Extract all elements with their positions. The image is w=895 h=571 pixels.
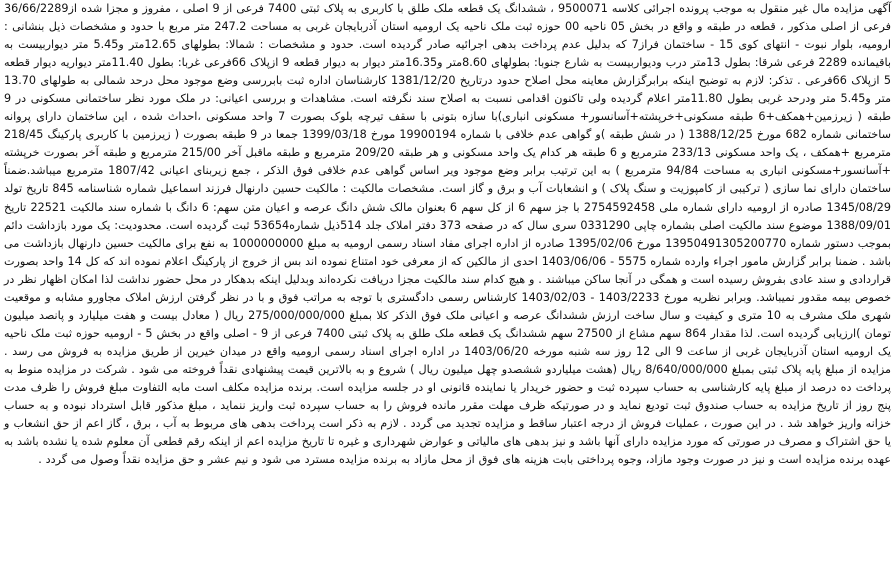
auction-notice: [4, 0, 891, 571]
auction-notice-text: آگهی مزایده مال غیر منقول به موجب پرونده اجرائی کلاسه 9500071 ، ششدانگ یک قطعه ملک طلق با کاربری به پلاک ثبتی 7400 فرعی از 9 اصلی ، مفروز و مجزا شده از36/66/2289 فرعی از اصلی مذکور ، قطعه در طبقه و واقع در بخش 05 ناحیه 00 حوزه ثبت ملک ناحیه یک ارومیه استان آذربایجان غربی به مساحت 247.2 متر مربع با حدود و مشخصات ذیل بنشانی : ارومیه، بلوار نبوت - انتهای کوی 15 - ساختمان فراز7 که بدلیل عدم پرداخت بدهی اجرائیه صادر گردیده است. حدود و مشخصات : شمالا: بطولهای 12.65متر و5.45 متر دیواربیست به باقیمانده 2289 فرعی شرقا: بطول 13متر درب ودیواربیست به شارع جنوبا: بطولهای 8.60متر و16.35متر دیوار به دیوار قطعه 9 ازپلاک 66فرعی غربا: بطول 11.40متر دیواریه دیوار قطعه 5 ازپلاک 66فرعی . تذکر: لازم به توضیح اینکه برابرگزارش معاینه محل اصلاح حدود درتاریخ 1381/12/20 کارشناسان اداره ثبت بابررسی وضع موجود محل درحد شمالی به طولهای 13.70 متر و5.45 متر ودرحد غربی بطول 11.80متر اعلام گردیده ولی تاکنون اقدامی نسبت به اصلاح سند نگرفته است. مشاهدات و بررسی اعیانی: در ملک مورد نظر ساختمانی مسکونی در 9 طبقه ( زیرزمین+همکف+6 طبقه مسکونی+خرپشته+آسانسور+ مسکونی انباری)با سازه بتونی با سقف تیرچه بلوک بصورت 7 واحد مسکونی ،احداث شده ، این ساختمان دارای پروانه ساختمانی شماره 682 مورخ 1388/12/25 ( در شش طبقه )و گواهی عدم خلافی با شماره 19900194 مورخ 1399/03/18 جمعا در 9 طبقه بصورت ( زیرزمین با کاربری پارکینگ 218/45 مترمربع +همکف ، یک واحد مسکونی 233/13 مترمربع و 6 طبقه هر کدام یک واحد مسکونی و هر طبقه 209/20 مترمربع و طبقه ماقبل آخر 215/00 مترمربع و طبقه آخر بصورت خرپشته +آسانسور+مسکونی انباری به مساحت 94/84 مترمربع ) به این ترتیب برابر وضع موجود ویر اساس گواهی عدم خلافی فوق الذکر ، جمع زیربنای اعیانی 1807/42 مترمربع میباشد.ضمناً ساختمان دارای نما سازی ( ترکیبی از کامپوزیت و سنگ پلاک ) و انشعابات آب و برق و گاز است. مشخصات مالکیت : مالکیت حسین دارنهال فرزند اسماعیل شماره شناسنامه 845 تاریخ تولد 1345/08/29 صادره از ارومیه دارای شماره ملی 2754592458 با جز سهم 6 از کل سهم 6 بعنوان مالک شش دانگ عرصه و اعیان متن سهم: 6 دانگ با شماره سند مالکیت 22521 تاریخ 1388/09/01 موضوع سند مالکیت اصلی بشماره چاپی 0331290 سری سال که در صفحه 373 دفتر املاک جلد 514ذیل شماره53654 ثبت گردیده است. محدودیت: یک مورد بازداشت دائم بموجب دستور شماره 13950491305200770 مورخ 1395/02/06 صادره از اداره اجرای مفاد اسناد رسمی ارومیه به مبلغ 1000000000 به نفع برای مالکیت حسین دارنهال بازداشت می باشد . ضمنا برابر گزارش مامور اجراء وارده شماره 5575 - 1403/06/06 احدی از مالکین که از معرفی خود امتناع نموده اند بس از خروج از پارکینگ اعلام نموده اند که کل 14 واحد بصورت قراردادی و سند عادی بفروش رسیده است و همگی در آنجا ساکن میباشند . و هیچ کدام سند مالکیت مجزا دریافت نکرده‌اند وبدلیل اینکه بدهکار در محل حضور نداشت لذا امکان اظهار نظر در خصوص بیمه مقدور نمیباشد. وبرابر نظریه مورخ 1403/2233 - 1403/02/03 کارشناس رسمی دادگستری با توجه به مراتب فوق و با در نظر گرفتن ارزش املاک مجاورو مشابه و موقعیت شهری ملک مشرف به 10 متری و کیفیت و سال ساخت ارزش ششدانگ عرصه و اعیانی ملک فوق الذکر کلا بمبلغ 275/000/000/000 ریال ( معادل بیست و هفت میلیارد و پانصد میلیون تومان )ارزیابی گردیده است. لذا مقدار 864 سهم مشاع از 27500 سهم ششدانگ یک قطعه ملک طلق به پلاک ثبتی 7400 فرعی از 9 - اصلی واقع در بخش 5 - ارومیه حوزه ثبت ملک ناحیه یک ارومیه استان آذربایجان غربی از ساعت 9 الی 12 روز سه شنبه مورخه 1403/06/20 در اداره اجرای اسناد رسمی ارومیه واقع در میدان خیرین از طریق مزایده به فروش می رسد . مزایده از مبلغ پایه پلاک ثبتی بمبلغ 8/640/000/000 ریال (هشت میلیاردو ششصدو چهل میلیون ریال ) شروع و به بالاترین قیمت پیشنهادی نقداً فروخته می شود . شرکت در مزایده منوط به پرداخت ده درصد از مبلغ پایه کارشناسی به حساب سپرده ثبت و حضور خریدار یا نماینده قانونی او در جلسه مزایده است. برنده مزایده مکلف است مابه التفاوت مبلغ فروش را ظرف مدت پنج روز از تاریخ مزایده به حساب صندوق ثبت تودیع نماید و در صورتیکه ظرف مهلت مقرر مانده فروش را به حساب سپرده ثبت واریز ننماید ، مبلغ مذکور قابل استرداد نبوده و به حساب خزانه واریز خواهد شد . در این صورت ، عملیات فروش از درجه اعتبار ساقط و مزایده تجدید می گردد . لازم به ذکر است پرداخت بدهی های مربوط به آب ، برق ، گاز اعم از حق انشعاب و یا حق اشتراک و مصرف در صورتی که مورد مزایده دارای آنها باشد و نیز بدهی های مالیاتی و عوارض شهرداری و غیره تا تاریخ مزایده اعم از اینکه رقم قطعی آن معلوم شده یا نشده باشد به عهده برنده مزایده است و نیز در صورت وجود مازاد، وجوه پرداختی بابت هزینه های فوق از محل مازاد به برنده مزایده مسترد می شود و نیم عشر و حق مزایده نقداً وصول می گردد .: [3, 2, 892, 467]
